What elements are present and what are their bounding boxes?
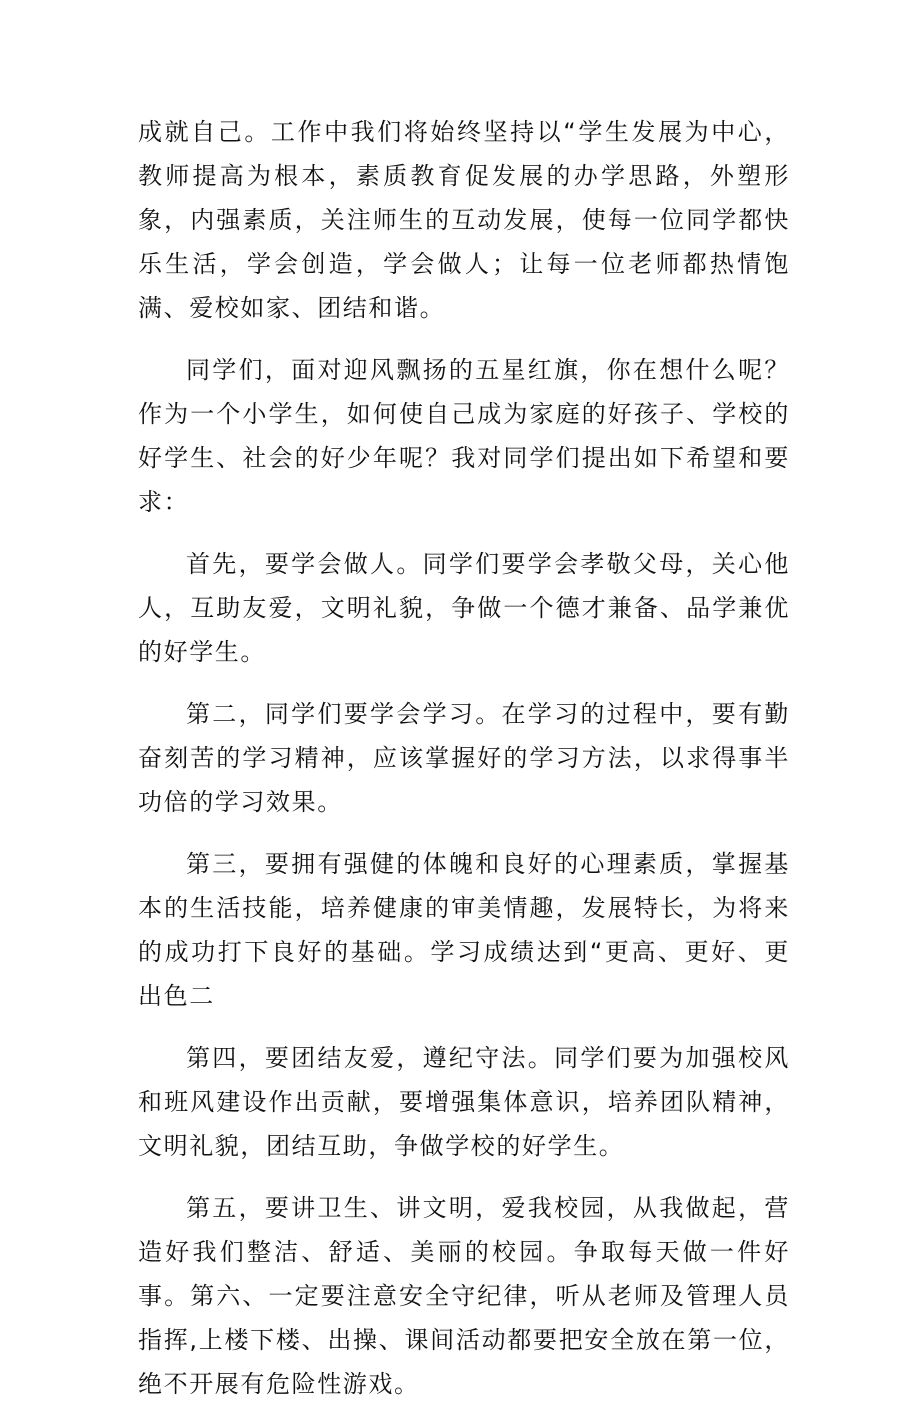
paragraph-2: 同学们，面对迎风飘扬的五星红旗，你在想什么呢？作为一个小学生，如何使自己成为家庭的好孩子、学校的好学生、社会的好少年呢？我对同学们提出如下希望和要求： <box>138 356 790 516</box>
paragraph-6: 第四，要团结友爱，遵纪守法。同学们要为加强校风和班风建设作出贡献，要增强集体意识，培养团队精神，文明礼貌，团结互助，争做学校的好学生。 <box>138 1044 790 1160</box>
paragraph-1: 成就自己。工作中我们将始终坚持以“学生发展为中心，教师提高为根本，素质教育促发展的办学思路，外塑形象，内强素质，关注师生的互动发展，使每一位同学都快乐生活，学会创造，学会做人；让每一位老师都热情饱满、爱校如家、团结和谐。 <box>138 118 790 322</box>
document-body <box>138 110 790 1424</box>
paragraph-4: 第二，同学们要学会学习。在学习的过程中，要有勤奋刻苦的学习精神，应该掌握好的学习方法，以求得事半功倍的学习效果。 <box>138 700 790 816</box>
paragraph-7: 第五，要讲卫生、讲文明，爱我校园，从我做起，营造好我们整洁、舒适、美丽的校园。争取每天做一件好事。第六、一定要注意安全守纪律，听从老师及管理人员指挥,上楼下楼、出操、课间活动都要把安全放在第一位，绝不开展有危险性游戏。 <box>138 1194 790 1398</box>
paragraph-3: 首先，要学会做人。同学们要学会孝敬父母，关心他人，互助友爱，文明礼貌，争做一个德才兼备、品学兼优的好学生。 <box>138 550 790 666</box>
paragraph-5: 第三，要拥有强健的体魄和良好的心理素质，掌握基本的生活技能，培养健康的审美情趣，发展特长，为将来的成功打下良好的基础。学习成绩达到“更高、更好、更出色二 <box>138 850 790 1010</box>
